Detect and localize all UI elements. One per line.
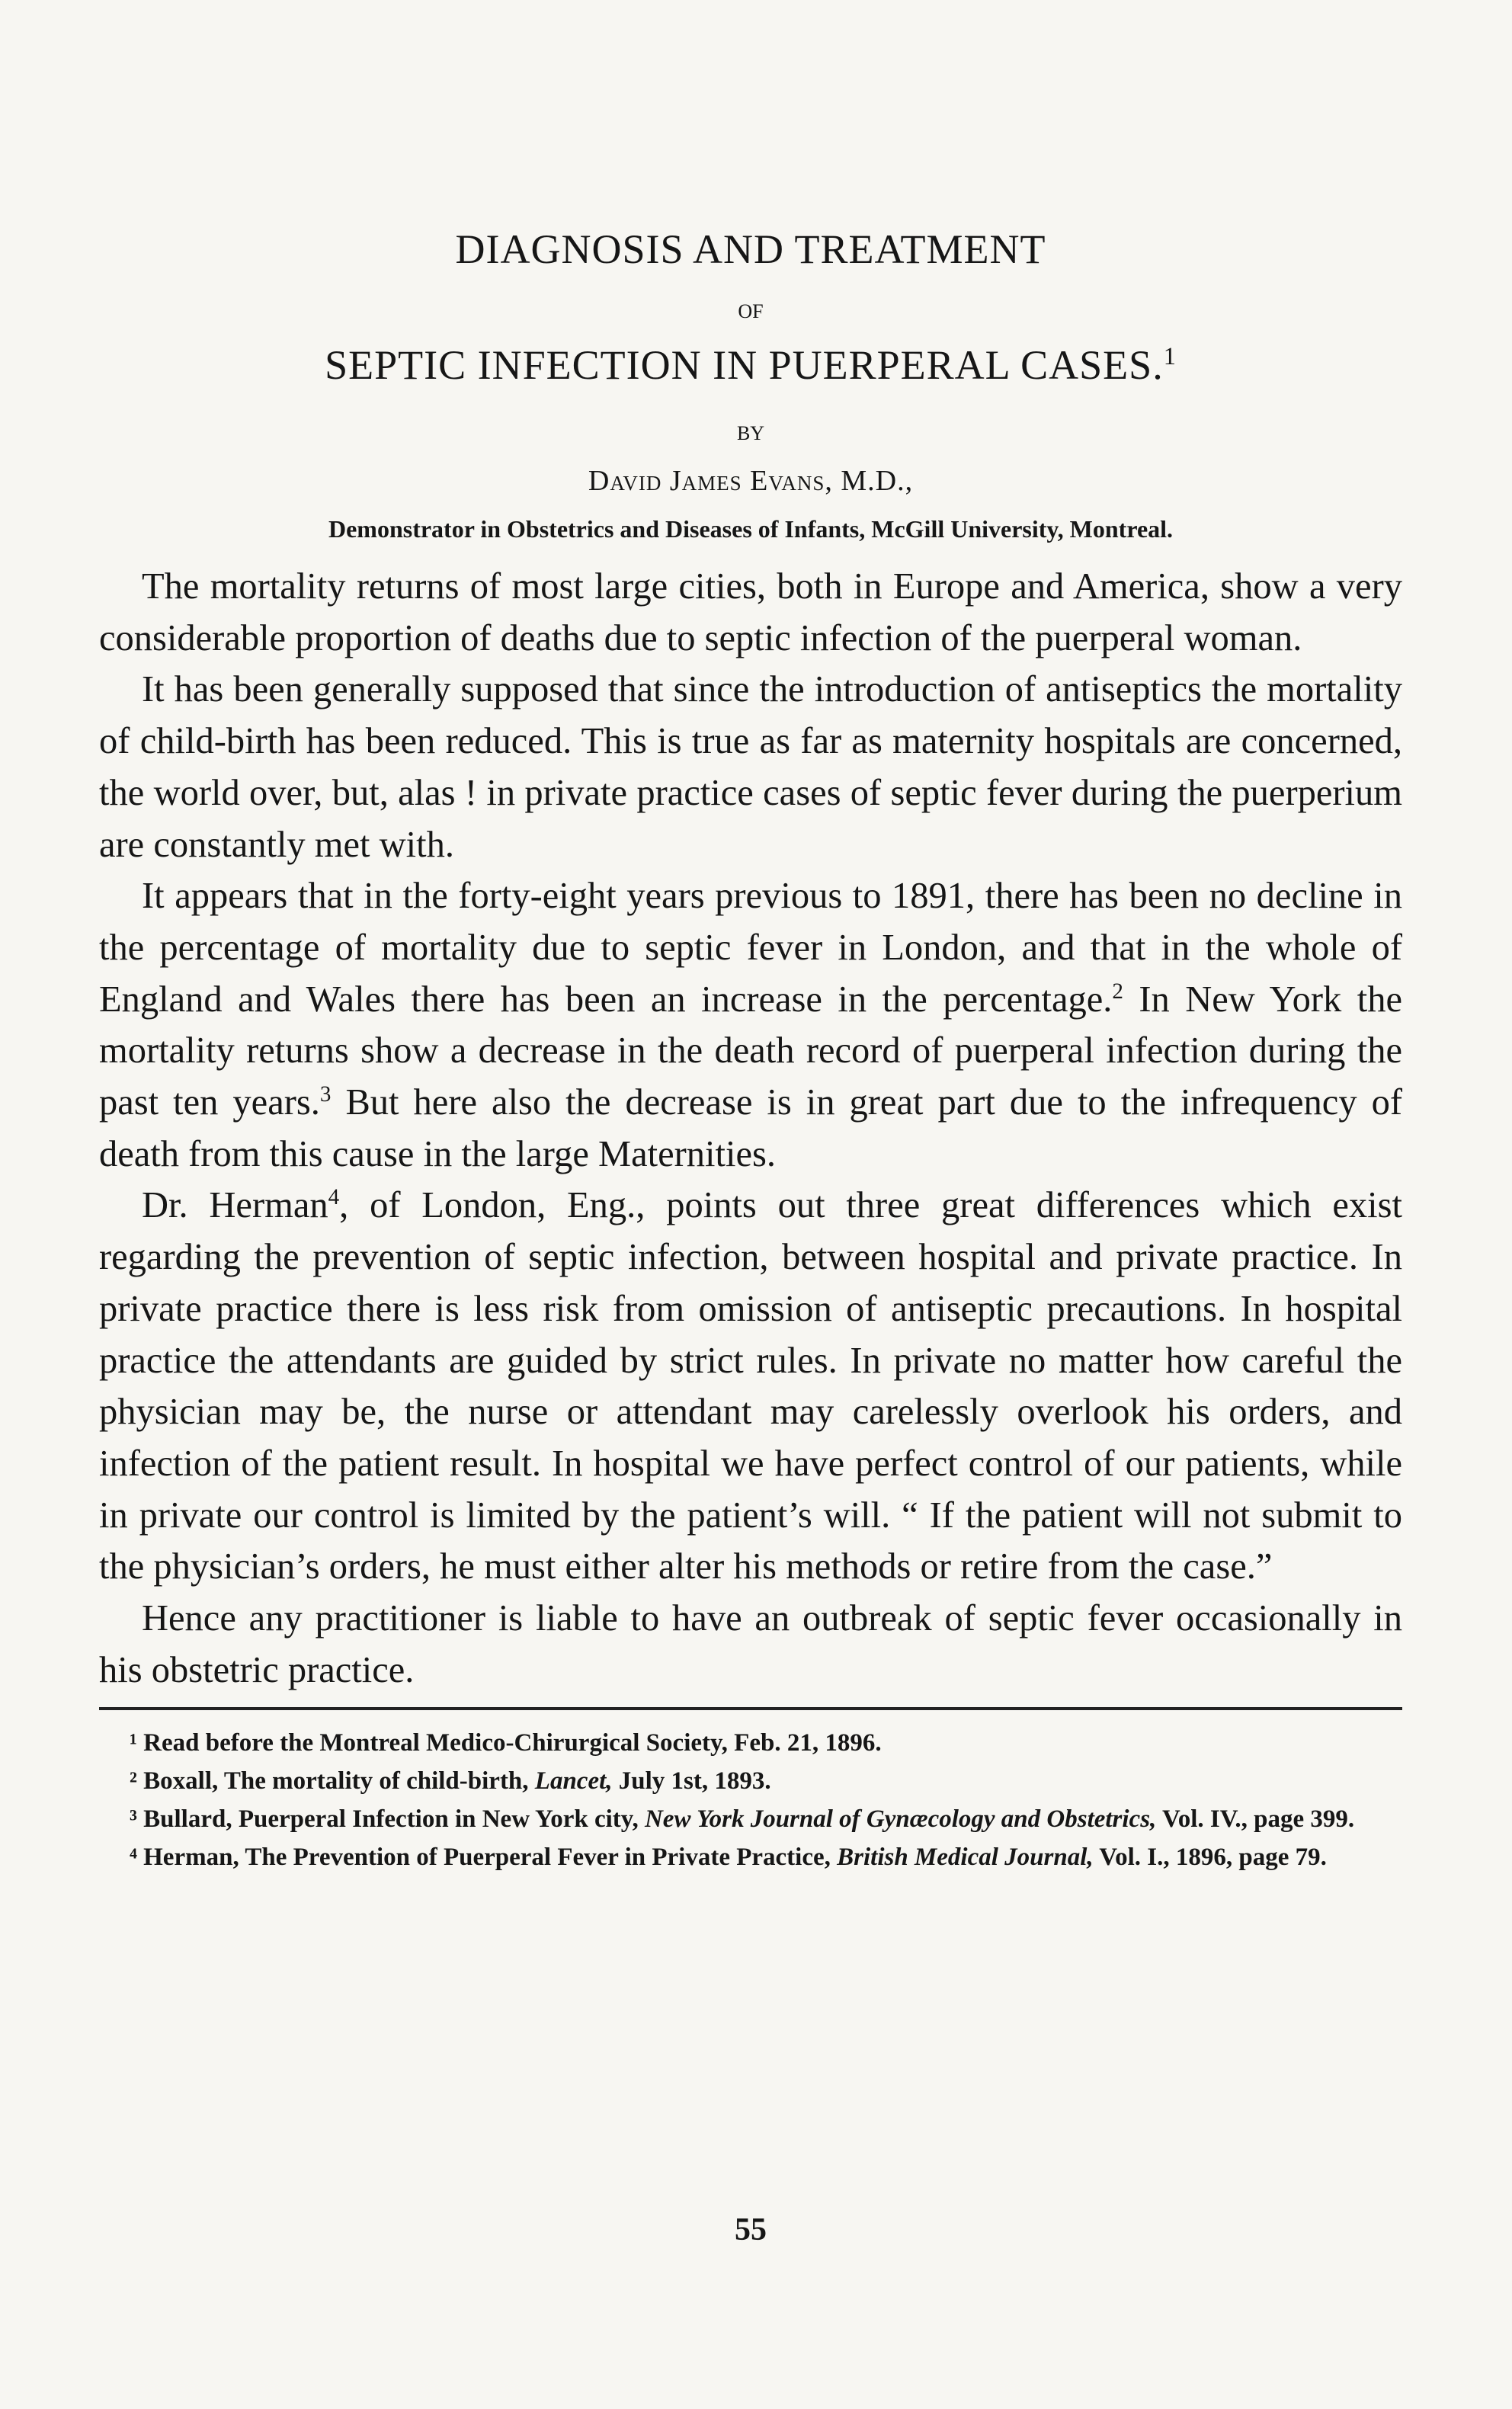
title-footnote-mark: 1 — [1163, 343, 1177, 370]
footnote-2-journal: Lancet, — [534, 1767, 613, 1795]
footnote-4-part-b: Vol. I., 1896, page 79. — [1093, 1844, 1327, 1871]
footnote-2-part-a: ² Boxall, The mortality of child-birth, — [130, 1767, 535, 1795]
paragraph-2: It has been generally supposed that since the introduction of antiseptics the mortality of child-birth has been reduced. This is true as far as maternity hospitals are concerned, the world over, but, alas ! in private practice cases of septic fever during the puerperium are constantly met with. — [99, 669, 1402, 865]
paragraph-3-part-a: It appears that in the forty-eight years previous to 1891, there has been no decline in the percentage of mortality due to septic fever in London, and that in the whole of England and Wales there has been an increase in the percentage. — [99, 876, 1402, 1020]
byline-by: BY — [736, 422, 765, 444]
author-name: David James Evans, M.D., — [588, 465, 914, 497]
article-body — [99, 561, 1402, 1696]
footnote-2-part-b: July 1st, 1893. — [612, 1767, 771, 1795]
author-affiliation: Demonstrator in Obstetrics and Diseases of Infants, McGill University, Montreal. — [328, 515, 1174, 543]
footnote-3 — [99, 1800, 1402, 1838]
footnote-3-part-b: Vol. IV., page 399. — [1156, 1805, 1355, 1833]
title-line-1: DIAGNOSIS AND TREATMENT — [455, 226, 1046, 272]
paragraph-5: Hence any practitioner is liable to have an outbreak of septic fever occasionally in his obstetric practice. — [99, 1598, 1402, 1690]
paragraph-4-part-b: , of London, Eng., points out three great differences which exist regarding the prevention of septic infection, between hospital and private practice. In private practice there is less risk from omission of antiseptic precautions. In hospital practice the attendants are guided by strict rules. In private no matter how careful the physician may be, the nurse or attendant may carelessly overlook his orders, and infection of the patient result. In hospital we have perfect control of our patients, while in private our control is limited by the patient’s will. “ If the patient will not submit to the physician’s orders, he must either alter his methods or retire from the case.” — [99, 1185, 1402, 1587]
footnote-1: ¹ Read before the Montreal Medico-Chirurgical Society, Feb. 21, 1896. — [130, 1729, 882, 1757]
title-line-2-text: SEPTIC INFECTION IN PUERPERAL CASES. — [325, 342, 1164, 388]
paragraph-3 — [99, 870, 1402, 1180]
paragraph-1: The mortality returns of most large cities, both in Europe and America, show a very considerable proportion of deaths due to septic infection of the puerperal woman. — [99, 566, 1402, 658]
title-of: OF — [738, 300, 764, 322]
paragraph-3-part-c: But here also the decrease is in great part due to the infrequency of death from this cause in the large Maternities. — [99, 1082, 1402, 1174]
footnote-ref-2: 2 — [1112, 979, 1123, 1004]
page-number: 55 — [735, 2212, 767, 2247]
footnote-4-journal: British Medical Journal, — [837, 1844, 1094, 1871]
paragraph-4-part-a: Dr. Herman — [142, 1185, 328, 1226]
paragraph-3-part-b: In New York the mortality returns show a decrease in the death record of puerperal infection during the past ten years. — [99, 979, 1402, 1123]
footnote-3-journal: New York Journal of Gynæcology and Obstetrics, — [644, 1805, 1157, 1833]
footnote-4 — [99, 1838, 1402, 1876]
footnote-2 — [99, 1762, 1402, 1800]
footnotes — [99, 1724, 1402, 1876]
footnote-ref-3: 3 — [319, 1081, 332, 1107]
paragraph-4 — [99, 1180, 1402, 1593]
footnote-divider — [99, 1707, 1402, 1710]
title-line-2 — [99, 344, 1402, 386]
footnote-ref-4: 4 — [328, 1185, 340, 1210]
footnote-3-part-a: ³ Bullard, Puerperal Infection in New York city, — [130, 1805, 645, 1833]
footnote-4-part-a: ⁴ Herman, The Prevention of Puerperal Fever in Private Practice, — [130, 1844, 838, 1871]
